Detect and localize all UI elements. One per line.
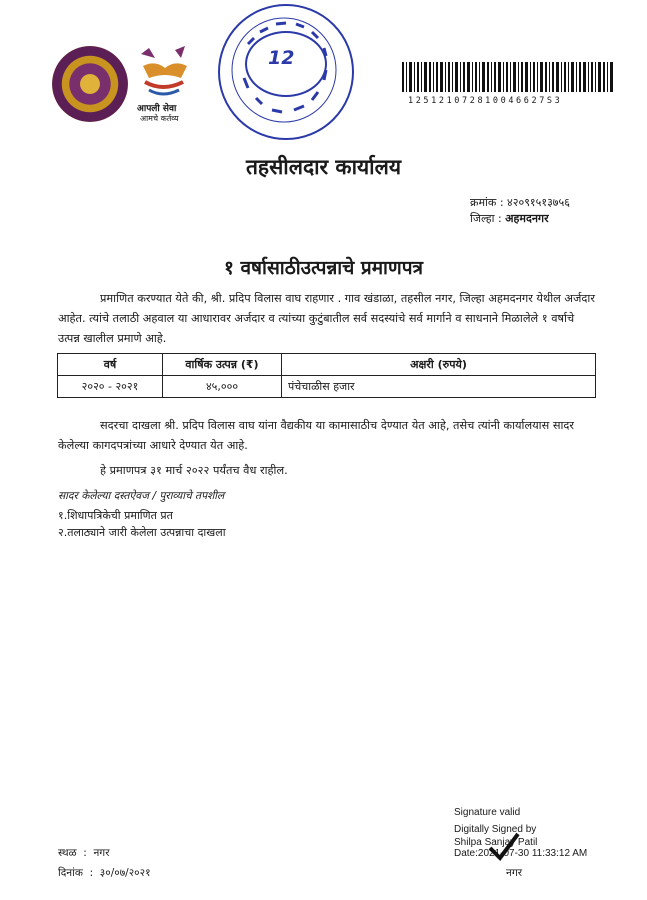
signature-place: नगर: [506, 867, 523, 879]
office-title: तहसीलदार कार्यालय: [245, 155, 402, 179]
list-item: १.शिधापत्रिकेची प्रमाणित प्रत: [58, 509, 173, 522]
signature-date: Date:2021-07-30 11:33:12 AM: [454, 848, 588, 859]
column-header-year: वर्ष: [58, 354, 163, 376]
place-label: स्थळ: [58, 847, 77, 859]
signature-valid-text: Signature valid: [454, 807, 521, 818]
list-item: २.तलाठ्याने जारी केलेला उत्पन्नाचा दाखला: [58, 526, 226, 539]
digitally-signed-text: Digitally Signed by: [454, 824, 537, 835]
barcode-icon: [402, 62, 614, 92]
date-value: ३०/०७/२०२१: [99, 867, 151, 879]
table-row: [58, 376, 596, 398]
district-value: अहमदनगर: [505, 212, 549, 225]
column-header-in-words: अक्षरी (रुपये): [282, 354, 596, 376]
table-header-row: [58, 354, 596, 376]
certification-paragraph: [58, 289, 598, 349]
checkmark-icon: [486, 828, 522, 864]
aaple-seva-tagline: आमचे कर्तव्य: [140, 114, 179, 123]
government-seal-logo: [52, 46, 128, 122]
certification-text: प्रमाणित करण्यात येते की, श्री. प्रदिप विलास वाघ राहणार . गाव खंडाळा, तहसील नगर, जिल्हा अहमदनगर येथील अर्जदार आहेत. त्यांचे तलाठी अहवाल या आधारावर अर्जदार व त्यांच्या कुटुंबातील सर्व सदस्यांचे सर्व मार्गाने व साधनाने मिळालेले १ वर्षाचे उत्पन्न खालील प्रमाणे आहे.: [58, 292, 595, 345]
cell-annual-income: ४५,०००: [163, 376, 282, 398]
income-table: [57, 353, 596, 398]
district: जिल्हा : अहमदनगर: [470, 212, 549, 225]
reference-number-value: ४२०९१५१३७५६: [507, 196, 570, 209]
signer-name: Shilpa Sanjay Patil: [454, 837, 538, 848]
place-row: स्थळ : नगर: [58, 847, 110, 859]
column-header-annual-income: वार्षिक उत्पन्न (₹): [163, 354, 282, 376]
certificate-title: १ वर्षासाठीउत्पन्नाचे प्रमाणपत्र: [224, 257, 423, 279]
barcode-number: 125121072810046627S3: [408, 96, 563, 106]
aaple-seva-text: आपली सेवा: [137, 104, 177, 114]
purpose-text: सदरचा दाखला श्री. प्रदिप विलास वाघ यांना वैद्यकीय या कामासाठीच देण्यात येत आहे, तसेच त्यांनी कार्यालयास सादर केलेल्या कागदपत्रांच्या आधारे देण्यात येत आहे.: [58, 419, 575, 452]
reference-number-label: क्रमांक: [470, 196, 497, 209]
date-row: दिनांक : ३०/०७/२०२१: [58, 867, 151, 879]
cell-in-words: पंचेचाळीस हजार: [282, 376, 596, 398]
validity-text: हे प्रमाणपत्र ३१ मार्च २०२२ पर्यंतच वैध राहील.: [100, 464, 288, 477]
purpose-paragraph: [58, 416, 598, 456]
district-label: जिल्हा: [470, 212, 495, 225]
documents-heading: सादर केलेल्या दस्तऐवज / पुराव्याचे तपशील: [58, 490, 225, 502]
place-value: नगर: [93, 847, 110, 859]
reference-number: क्रमांक : ४२०९१५१३७५६: [470, 196, 570, 209]
stamp-number: 12: [268, 47, 295, 69]
cell-year: २०२० - २०२१: [58, 376, 163, 398]
date-label: दिनांक: [58, 867, 83, 879]
